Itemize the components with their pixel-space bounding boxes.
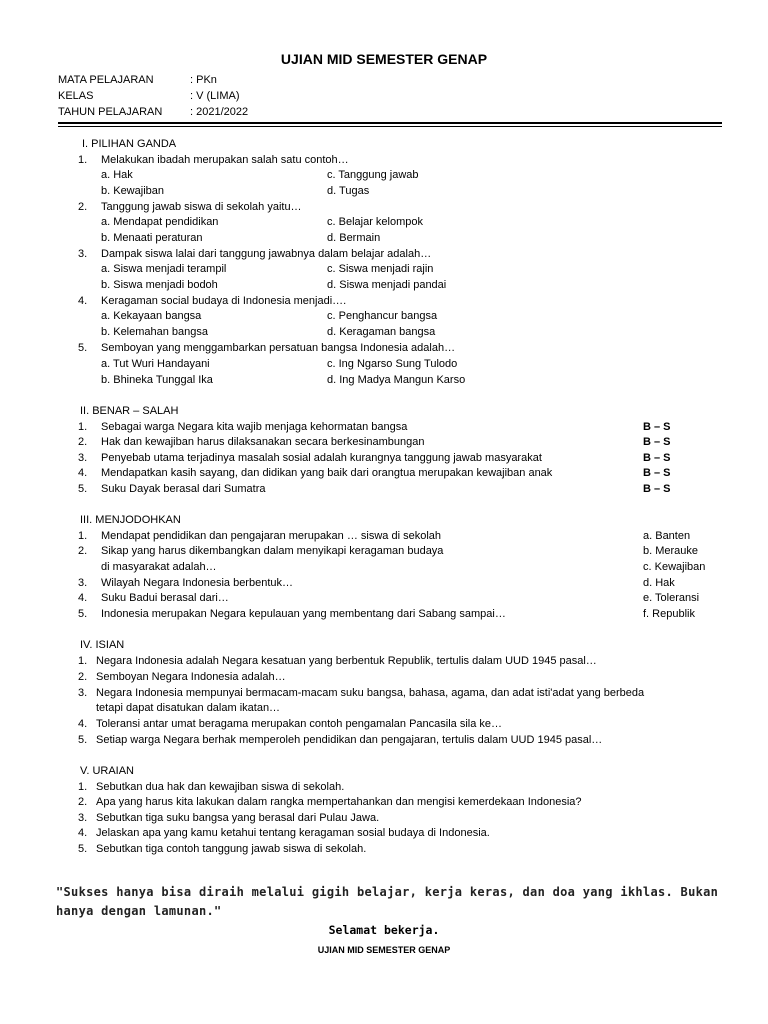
field-label-subject: MATA PELAJARAN (58, 74, 154, 86)
field-value-subject: : PKn (190, 74, 217, 86)
statement-number: 1. (78, 421, 88, 433)
essay-text: Sebutkan dua hak dan kewajiban siswa di sekolah. (96, 781, 345, 793)
question-text: Semboyan yang menggambarkan persatuan bangsa Indonesia adalah… (101, 342, 456, 354)
statement-text: Suku Dayak berasal dari Sumatra (101, 483, 266, 495)
matching-answer: e. Toleransi (643, 592, 700, 604)
fill-in-number: 1. (78, 655, 88, 667)
header-divider-thick (58, 122, 722, 124)
statement-number: 3. (78, 452, 88, 464)
true-false-mark: B – S (643, 436, 671, 448)
statement-text: Hak dan kewajiban harus dilaksanakan secara berkesinambungan (101, 436, 425, 448)
statement-text: Penyebab utama terjadinya masalah sosial adalah kurangnya tanggung jawab masyarakat (101, 452, 542, 464)
essay-number: 4. (78, 827, 88, 839)
matching-text: Sikap yang harus dikembangkan dalam menyikapi keragaman budaya (101, 545, 444, 557)
question-text: Melakukan ibadah merupakan salah satu contoh… (101, 154, 349, 166)
matching-text: di masyarakat adalah… (101, 561, 217, 573)
essay-text: Sebutkan tiga suku bangsa yang berasal dari Pulau Jawa. (96, 812, 380, 824)
option: b. Kewajiban (101, 185, 164, 197)
option: a. Mendapat pendidikan (101, 216, 219, 228)
option: c. Siswa menjadi rajin (327, 263, 434, 275)
essay-text: Apa yang harus kita lakukan dalam rangka mempertahankan dan mengisi kemerdekaan Indonesia? (96, 796, 582, 808)
matching-number: 3. (78, 577, 88, 589)
fill-in-number: 2. (78, 671, 88, 683)
question-text: Tanggung jawab siswa di sekolah yaitu… (101, 201, 302, 213)
option: a. Siswa menjadi terampil (101, 263, 227, 275)
fill-in-text: Toleransi antar umat beragama merupakan contoh pengamalan Pancasila sila ke… (96, 718, 503, 730)
matching-answer: f. Republik (643, 608, 695, 620)
essay-text: Jelaskan apa yang kamu ketahui tentang keragaman sosial budaya di Indonesia. (96, 827, 490, 839)
fill-in-number: 5. (78, 734, 88, 746)
statement-text: Sebagai warga Negara kita wajib menjaga kehormatan bangsa (101, 421, 408, 433)
question-number: 1. (78, 154, 88, 166)
fill-in-text: Semboyan Negara Indonesia adalah… (96, 671, 286, 683)
option: a. Hak (101, 169, 133, 181)
option: d. Keragaman bangsa (327, 326, 436, 338)
option: b. Bhineka Tunggal Ika (101, 374, 213, 386)
fill-in-text: Negara Indonesia mempunyai bermacam-macam suku bangsa, bahasa, agama, dan adat isti'adat yang berbeda (96, 687, 645, 699)
section-heading-essay: V. URAIAN (80, 765, 135, 777)
fill-in-number: 3. (78, 687, 88, 699)
essay-text: Sebutkan tiga contoh tanggung jawab siswa di sekolah. (96, 843, 367, 855)
field-label-class: KELAS (58, 90, 94, 102)
field-label-year: TAHUN PELAJARAN (58, 106, 163, 118)
option: d. Tugas (327, 185, 370, 197)
matching-number: 5. (78, 608, 88, 620)
option: d. Siswa menjadi pandai (327, 279, 447, 291)
essay-number: 3. (78, 812, 88, 824)
true-false-mark: B – S (643, 452, 671, 464)
matching-answer: c. Kewajiban (643, 561, 706, 573)
section-heading-fill-in: IV. ISIAN (80, 639, 125, 651)
option: b. Kelemahan bangsa (101, 326, 209, 338)
matching-number: 2. (78, 545, 88, 557)
fill-in-text: Negara Indonesia adalah Negara kesatuan yang berbentuk Republik, tertulis dalam UUD 1945 pasal… (96, 655, 597, 667)
matching-text: Wilayah Negara Indonesia berbentuk… (101, 577, 294, 589)
statement-text: Mendapatkan kasih sayang, dan didikan yang baik dari orangtua merupakan kewajiban anak (101, 467, 553, 479)
true-false-mark: B – S (643, 421, 671, 433)
true-false-mark: B – S (643, 483, 671, 495)
option: c. Belajar kelompok (327, 216, 423, 228)
question-text: Keragaman social budaya di Indonesia menjadi…. (101, 295, 347, 307)
motivational-quote: "Sukses hanya bisa diraih melalui gigih belajar, kerja keras, dan doa yang ikhlas. Bukan hanya dengan lamunan." (56, 885, 719, 918)
statement-number: 2. (78, 436, 88, 448)
true-false-mark: B – S (643, 467, 671, 479)
section-heading-matching: III. MENJODOHKAN (80, 514, 181, 526)
essay-number: 5. (78, 843, 88, 855)
option: d. Ing Madya Mangun Karso (327, 374, 466, 386)
section-heading-true-false: II. BENAR – SALAH (80, 405, 179, 417)
footer-title: UJIAN MID SEMESTER GENAP (317, 945, 451, 955)
matching-number: 1. (78, 530, 88, 542)
closing-greeting: Selamat bekerja. (328, 923, 440, 937)
essay-number: 1. (78, 781, 88, 793)
matching-text: Mendapat pendidikan dan pengajaran merupakan … siswa di sekolah (101, 530, 442, 542)
matching-answer: b. Merauke (643, 545, 699, 557)
statement-number: 4. (78, 467, 88, 479)
matching-answer: a. Banten (643, 530, 691, 542)
option: c. Tanggung jawab (327, 169, 419, 181)
fill-in-number: 4. (78, 718, 88, 730)
option: d. Bermain (327, 232, 381, 244)
question-text: Dampak siswa lalai dari tanggung jawabnya dalam belajar adalah… (101, 248, 432, 260)
option: a. Kekayaan bangsa (101, 310, 202, 322)
fill-in-text: tetapi dapat disatukan dalam ikatan… (96, 702, 281, 714)
statement-number: 5. (78, 483, 88, 495)
matching-text: Indonesia merupakan Negara kepulauan yang membentang dari Sabang sampai… (101, 608, 506, 620)
option: a. Tut Wuri Handayani (101, 358, 210, 370)
option: c. Ing Ngarso Sung Tulodo (327, 358, 458, 370)
option: b. Menaati peraturan (101, 232, 203, 244)
question-number: 4. (78, 295, 88, 307)
header-divider-thin (58, 126, 722, 127)
option: b. Siswa menjadi bodoh (101, 279, 218, 291)
matching-number: 4. (78, 592, 88, 604)
question-number: 5. (78, 342, 88, 354)
matching-text: Suku Badui berasal dari… (101, 592, 229, 604)
matching-answer: d. Hak (643, 577, 675, 589)
question-number: 2. (78, 201, 88, 213)
essay-number: 2. (78, 796, 88, 808)
page-title: UJIAN MID SEMESTER GENAP (280, 51, 488, 67)
question-number: 3. (78, 248, 88, 260)
section-heading-multiple-choice: I. PILIHAN GANDA (82, 138, 177, 150)
fill-in-text: Setiap warga Negara berhak memperoleh pendidikan dan pengajaran, tertulis dalam UUD 1945 pasal… (96, 734, 603, 746)
field-value-year: : 2021/2022 (190, 106, 249, 118)
option: c. Penghancur bangsa (327, 310, 438, 322)
field-value-class: : V (LIMA) (190, 90, 240, 102)
